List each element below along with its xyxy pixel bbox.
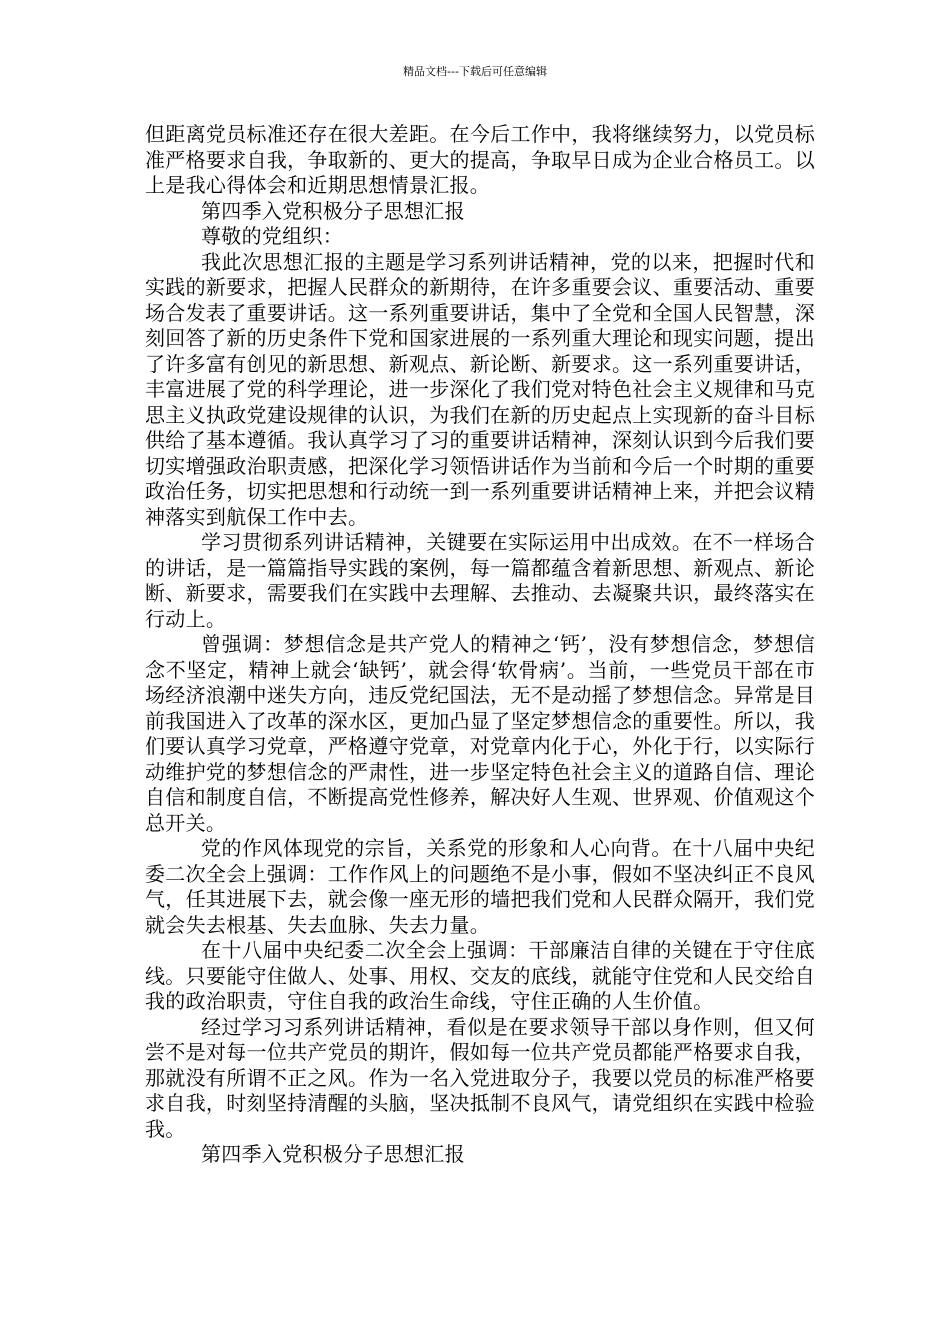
paragraph-continuation: 但距离党员标准还存在很大差距。在今后工作中，我将继续努力，以党员标准严格要求自我，争取新的、更大的提高，争取早日成为企业合格员工。以上是我心得体会和近期思想情景汇报。 — [145, 122, 815, 197]
section-title: 第四季入党积极分子思想汇报 — [201, 1142, 465, 1166]
section-title: 第四季入党积极分子思想汇报 — [201, 198, 465, 223]
paragraph: 学习贯彻系列讲话精神，关键要在实际运用中出成效。在不一样场合的讲话，是一篇篇指导实践的案例，每一篇都蕴含着新思想、新观点、新论断、新要求，需要我们在实践中去理解、去推动、去凝聚共识，最终落实在行动上。 — [145, 530, 815, 631]
page-header: 精品文档---下载后可任意编辑 — [403, 65, 547, 78]
paragraph: 曾强调：梦想信念是共产党人的精神之‘钙’，没有梦想信念，梦想信念不坚定，精神上就会‘缺钙’，就会得‘软骨病’。当前，一些党员干部在市场经济浪潮中迷失方向，违反党纪国法，无不是动摇了梦想信念。异常是目前我国进入了改革的深水区，更加凸显了坚定梦想信念的重要性。所以，我们要认真学习党章，严格遵守党章，对党章内化于心，外化于行，以实际行动维护党的梦想信念的严肃性，进一步坚定特色社会主义的道路自信、理论自信和制度自信，不断提高党性修养，解决好人生观、世界观、价值观这个总开关。 — [145, 632, 815, 835]
salutation: 尊敬的党组织： — [201, 224, 344, 248]
document-body — [145, 122, 815, 1168]
paragraph: 在十八届中央纪委二次全会上强调：干部廉洁自律的关键在于守住底线。只要能守住做人、处事、用权、交友的底线，就能守住党和人民交给自我的政治职责，守住自我的政治生命线，守住正确的人生价值。 — [145, 938, 815, 1013]
paragraph: 经过学习习系列讲话精神，看似是在要求领导干部以身作则，但又何尝不是对每一位共产党员的期许，假如每一位共产党员都能严格要求自我，那就没有所谓不正之风。作为一名入党进取分子，我要以党员的标准严格要求自我，时刻坚持清醒的头脑，坚决抵制不良风气，请党组织在实践中检验我。 — [145, 1014, 815, 1141]
paragraph: 党的作风体现党的宗旨，关系党的形象和人心向背。在十八届中央纪委二次全会上强调：工作作风上的问题绝不是小事，假如不坚决纠正不良风气，任其进展下去，就会像一座无形的墙把我们党和人民群众隔开，我们党就会失去根基、失去血脉、失去力量。 — [145, 836, 815, 937]
paragraph: 我此次思想汇报的主题是学习系列讲话精神，党的以来，把握时代和实践的新要求，把握人民群众的新期待，在许多重要会议、重要活动、重要场合发表了重要讲话。这一系列重要讲话，集中了全党和全国人民智慧，深刻回答了新的历史条件下党和国家进展的一系列重大理论和现实问题，提出了许多富有创见的新思想、新观点、新论断、新要求。这一系列重要讲话，丰富进展了党的科学理论，进一步深化了我们党对特色社会主义规律和马克思主义执政党建设规律的认识，为我们在新的历史起点上实现新的奋斗目标供给了基本遵循。我认真学习了习的重要讲话精神，深刻认识到今后我们要切实增强政治职责感，把深化学习领悟讲话作为当前和今后一个时期的重要政治任务，切实把思想和行动统一到一系列重要讲话精神上来，并把会议精神落实到航保工作中去。 — [145, 249, 815, 529]
